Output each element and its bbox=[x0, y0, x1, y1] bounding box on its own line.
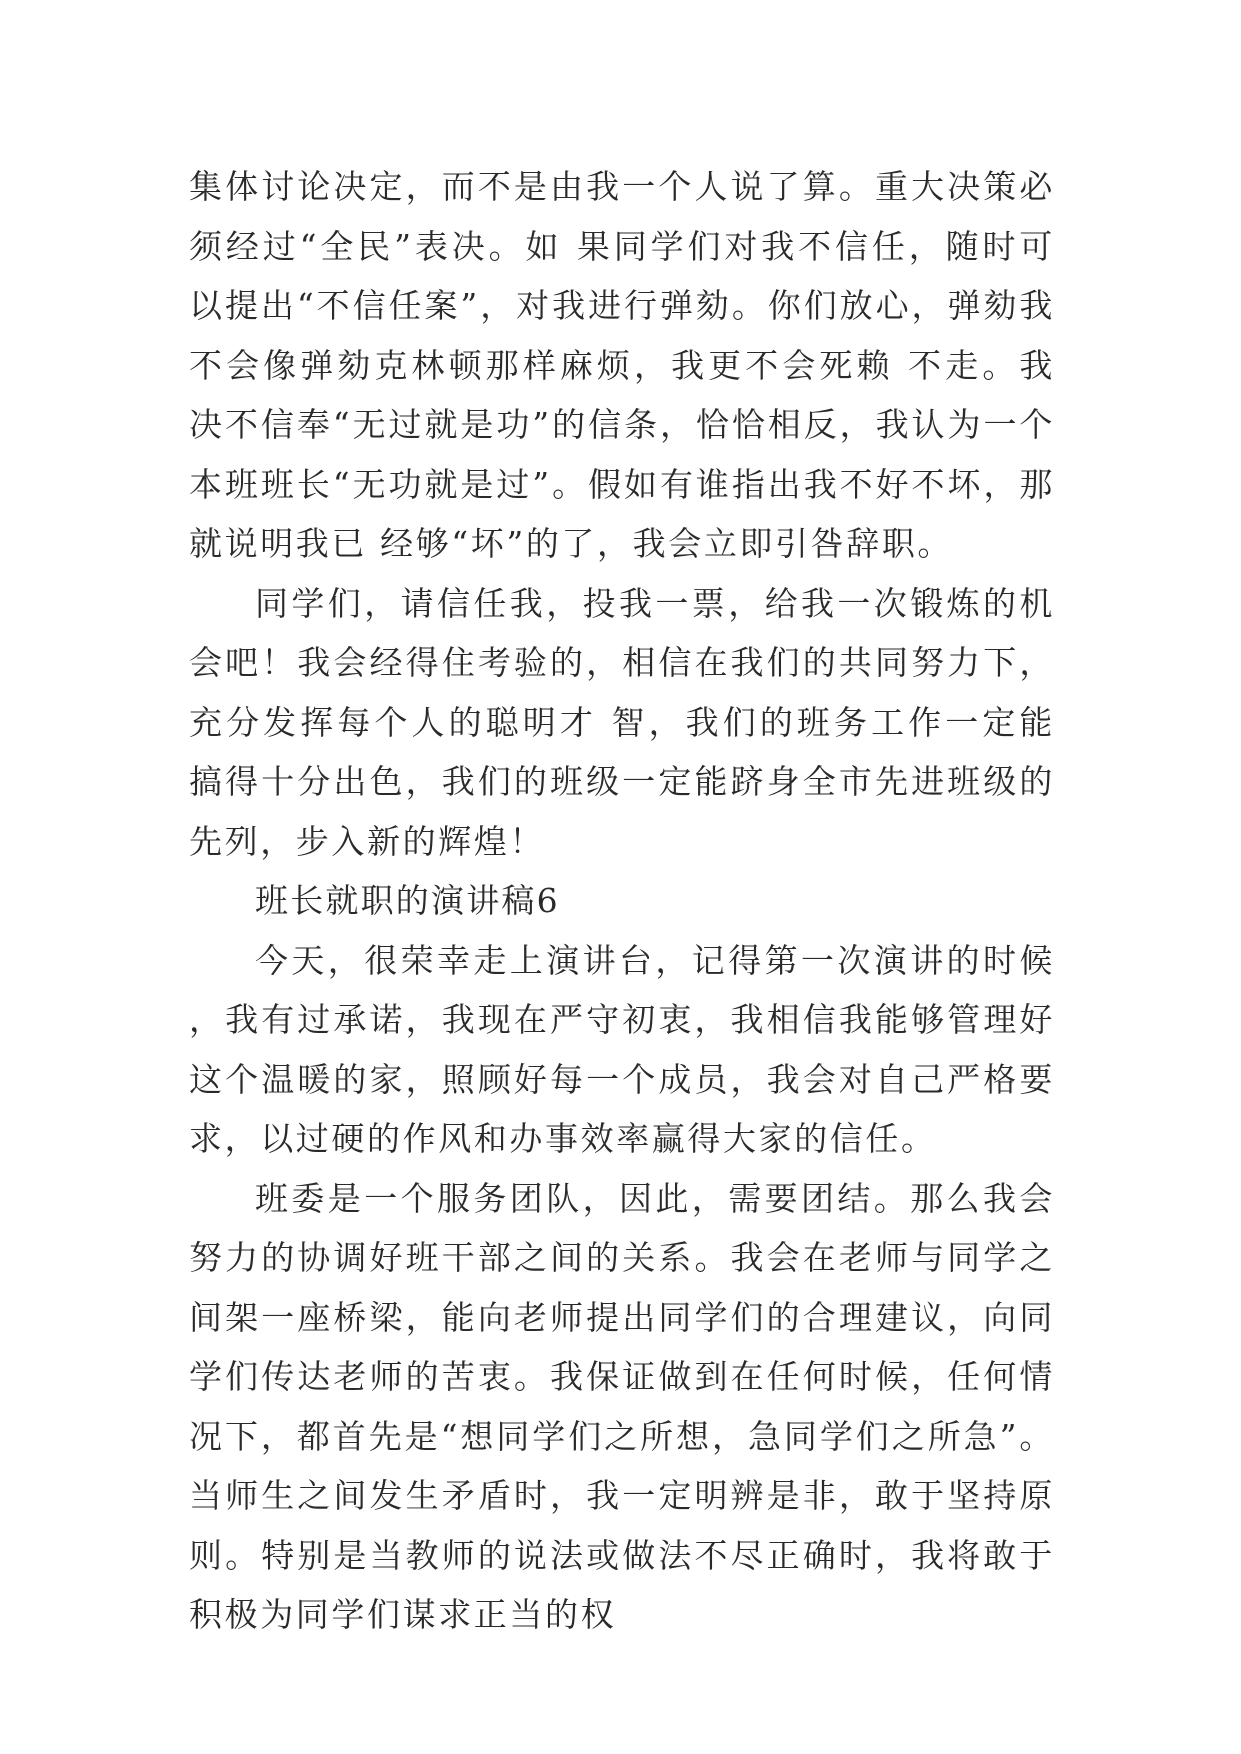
document-body bbox=[189, 157, 1055, 1645]
paragraph-intro: 今天，很荣幸走上演讲台，记得第一次演讲的时候，我有过承诺，我现在严守初衷，我相信我能够管理好这个温暖的家，照顾好每一个成员，我会对自己严格要求，以过硬的作风和办事效率赢得大家的信任。 bbox=[189, 940, 1055, 1158]
paragraph-appeal: 同学们，请信任我，投我一票，给我一次锻炼的机会吧！我会经得住考验的，相信在我们的共同努力下，充分发挥每个人的聪明才 智，我们的班务工作一定能搞得十分出色，我们的班级一定能跻身全市先进班级的先列，步入新的辉煌！ bbox=[189, 583, 1055, 861]
paragraph-continued: 集体讨论决定，而不是由我一个人说了算。重大决策必须经过“全民”表决。如 果同学们对我不信任，随时可以提出“不信任案”，对我进行弹劾。你们放心，弹劾我不会像弹劾克林顿那样麻烦，我更不会死赖 不走。我决不信奉“无过就是功”的信条，恰恰相反，我认为一个本班班长“无功就是过”。假如有谁指出我不好不坏，那就说明我已 经够“坏”的了，我会立即引咎辞职。 bbox=[189, 167, 1055, 563]
section-heading: 班长就职的演讲稿6 bbox=[255, 881, 560, 920]
paragraph-committee: 班委是一个服务团队，因此，需要团结。那么我会努力的协调好班干部之间的关系。我会在老师与同学之间架一座桥梁，能向老师提出同学们的合理建议，向同学们传达老师的苦衷。我保证做到在任何时候，任何情况下，都首先是“想同学们之所想，急同学们之所急”。当师生之间发生矛盾时，我一定明辨是非，敢于坚持原则。特别是当教师的说法或做法不尽正确时，我将敢于积极为同学们谋求正当的权 bbox=[189, 1178, 1055, 1634]
